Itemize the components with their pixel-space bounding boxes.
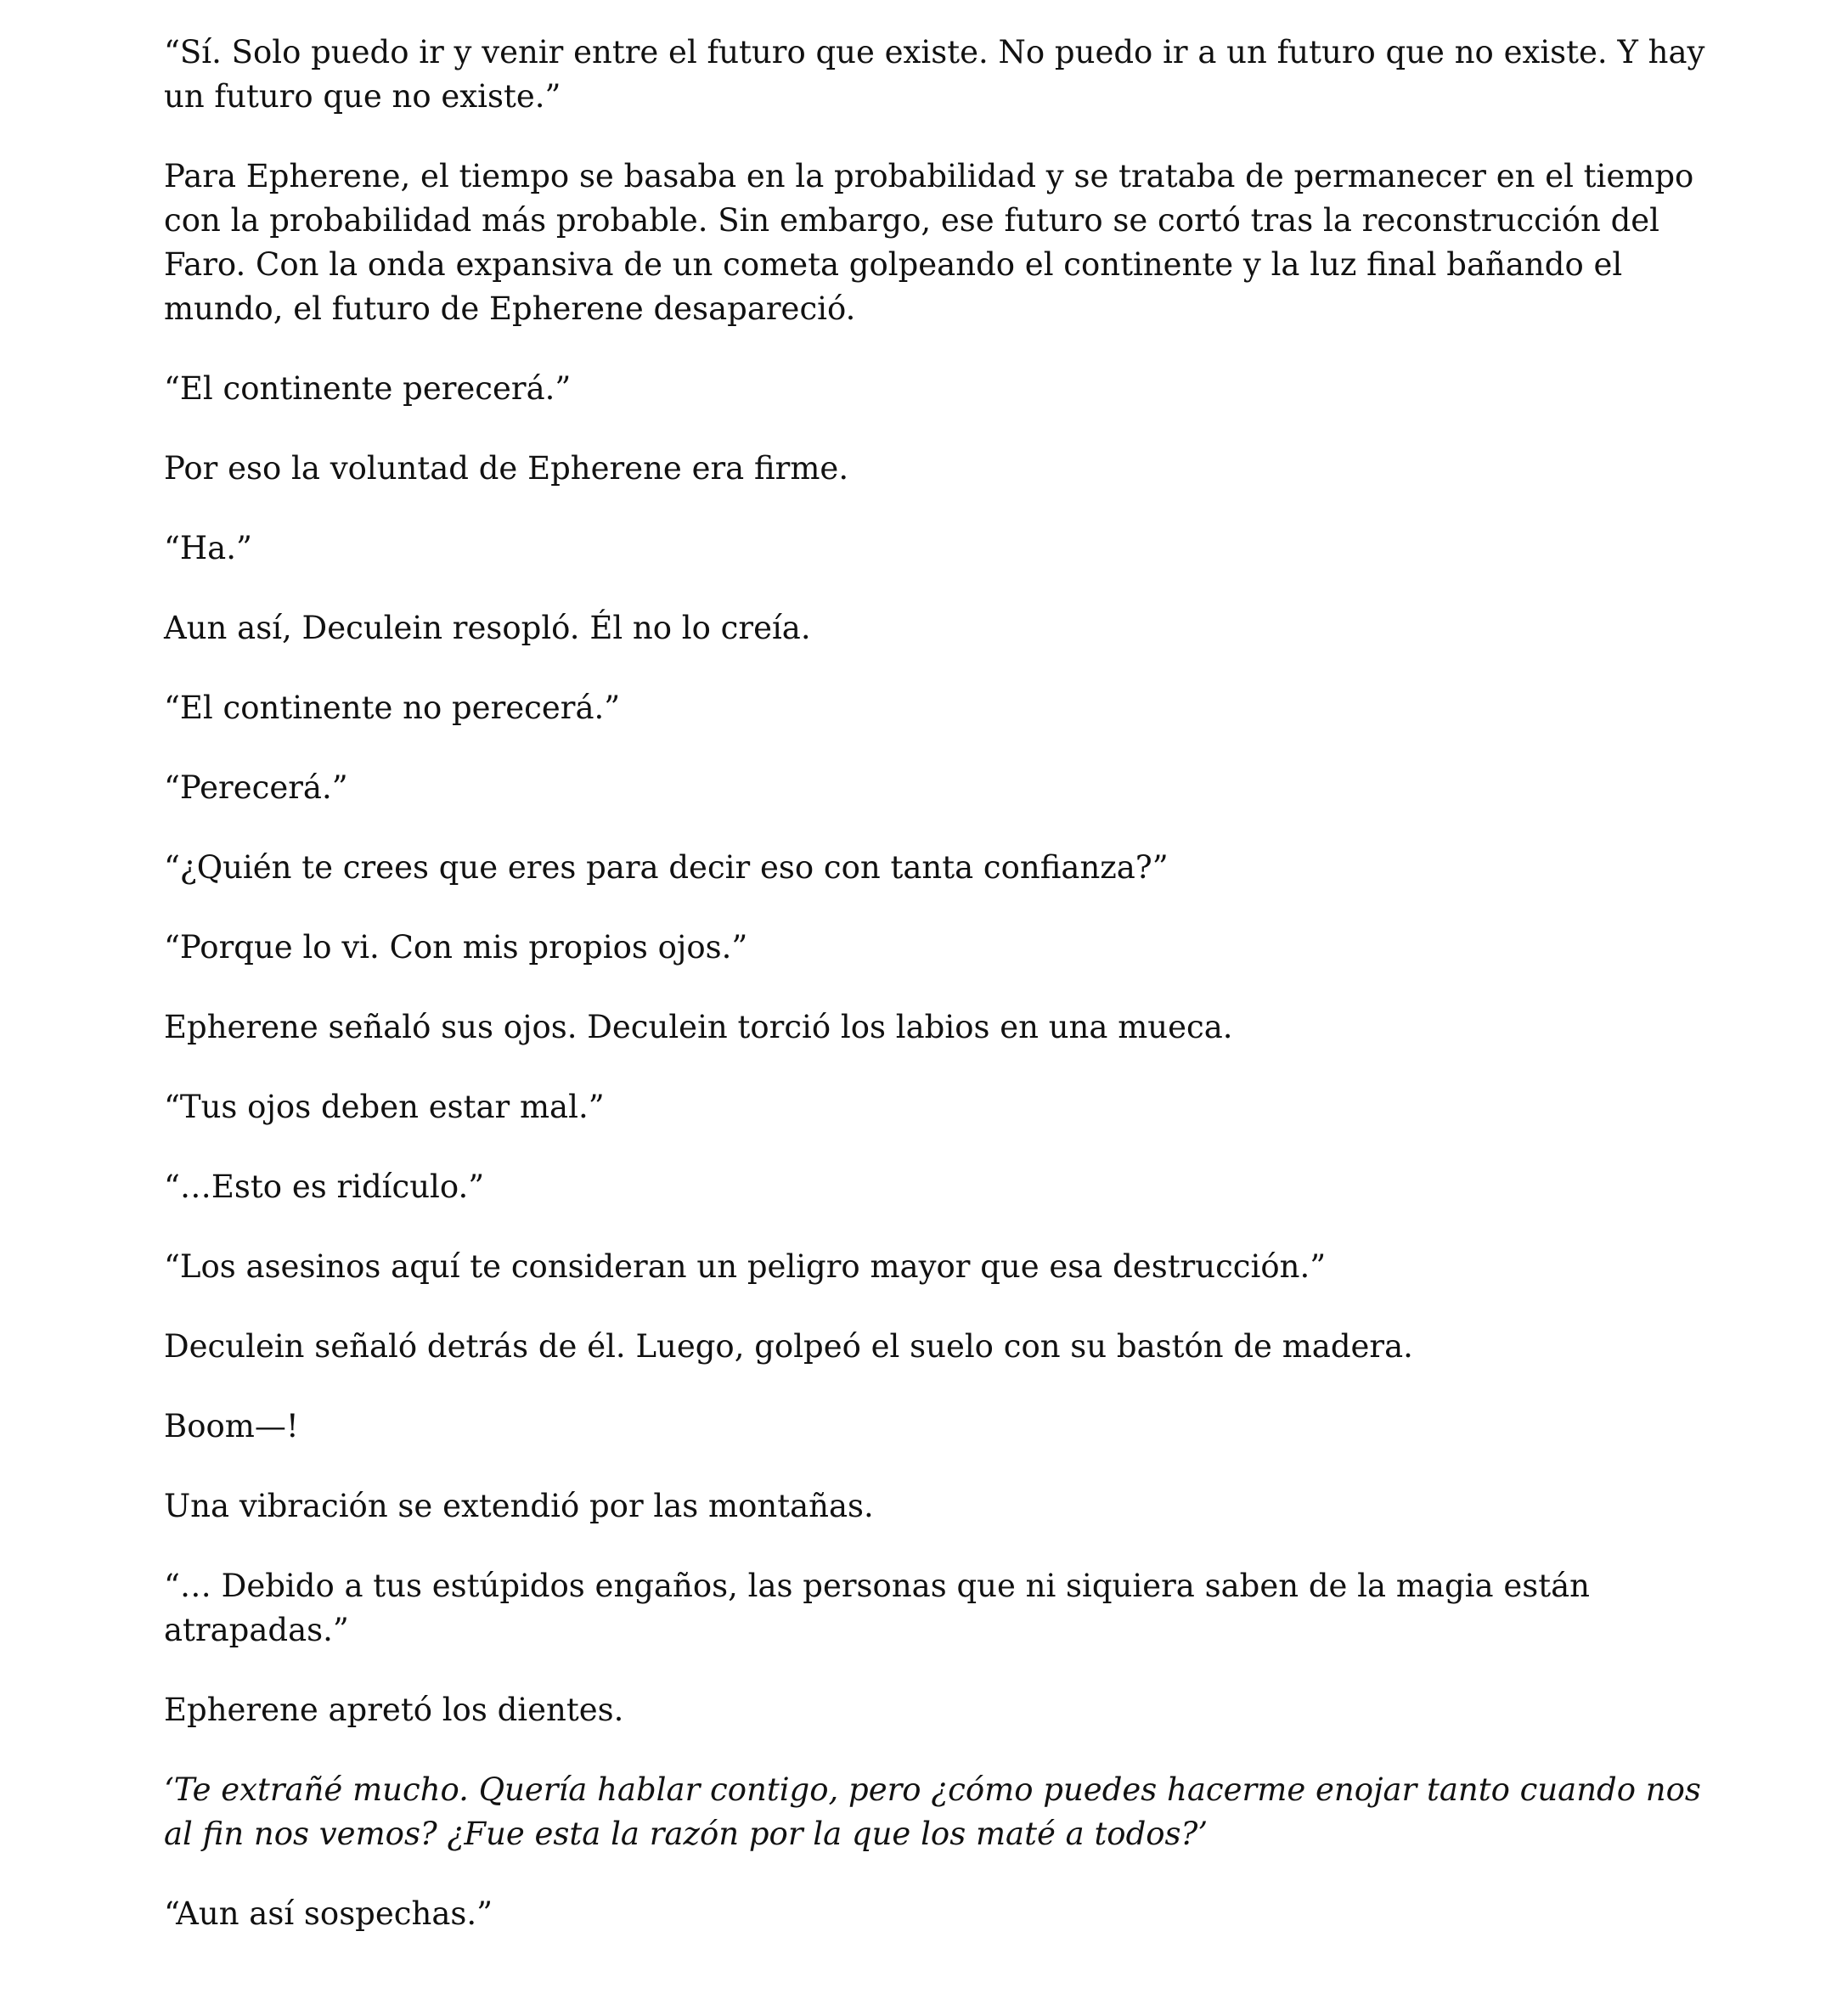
paragraph-3: “El continente perecerá.” xyxy=(164,370,572,407)
paragraph-15: Deculein señaló detrás de él. Luego, golpeó el suelo con su bastón de madera. xyxy=(164,1328,1413,1365)
paragraph-10: “Porque lo vi. Con mis propios ojos.” xyxy=(164,929,748,966)
paragraph-20-inner-thought: ‘Te extrañé mucho. Quería hablar contigo, pero ¿cómo puedes hacerme enojar tanto cuando nos al fin nos vemos? ¿Fue esta la razón por la que los maté a todos?’ xyxy=(164,1771,1701,1852)
paragraph-6: Aun así, Deculein resopló. Él no lo creía. xyxy=(164,610,811,646)
paragraph-12: “Tus ojos deben estar mal.” xyxy=(164,1089,605,1125)
paragraph-8: “Perecerá.” xyxy=(164,769,348,806)
paragraph-21: “Aun así sospechas.” xyxy=(164,1895,493,1932)
paragraph-9: “¿Quién te crees que eres para decir eso con tanta confianza?” xyxy=(164,849,1169,886)
paragraph-19: Epherene apretó los dientes. xyxy=(164,1692,624,1728)
paragraph-4: Por eso la voluntad de Epherene era firme. xyxy=(164,450,849,487)
paragraph-5: “Ha.” xyxy=(164,530,252,566)
paragraph-13: “…Esto es ridículo.” xyxy=(164,1168,485,1205)
paragraph-1: “Sí. Solo puedo ir y venir entre el futuro que existe. No puedo ir a un futuro que no existe. Y hay un futuro que no existe.” xyxy=(164,34,1705,115)
paragraph-18: “… Debido a tus estúpidos engaños, las personas que ni siquiera saben de la magia están atrapadas.” xyxy=(164,1568,1590,1648)
paragraph-14: “Los asesinos aquí te consideran un peligro mayor que esa destrucción.” xyxy=(164,1248,1327,1285)
paragraph-17: Una vibración se extendió por las montañas. xyxy=(164,1488,874,1524)
paragraph-11: Epherene señaló sus ojos. Deculein torció los labios en una mueca. xyxy=(164,1009,1233,1045)
paragraph-16: Boom—! xyxy=(164,1408,299,1444)
paragraph-2: Para Epherene, el tiempo se basaba en la probabilidad y se trataba de permanecer en el tiempo con la probabilidad más probable. Sin embargo, ese futuro se cortó tras la reconstrucción del Faro. Con la onda expansiva de un cometa golpeando el continente y la luz final bañando el mundo, el futuro de Epherene desapareció. xyxy=(164,158,1694,327)
paragraph-7: “El continente no perecerá.” xyxy=(164,690,621,726)
text-column xyxy=(164,31,1710,1972)
